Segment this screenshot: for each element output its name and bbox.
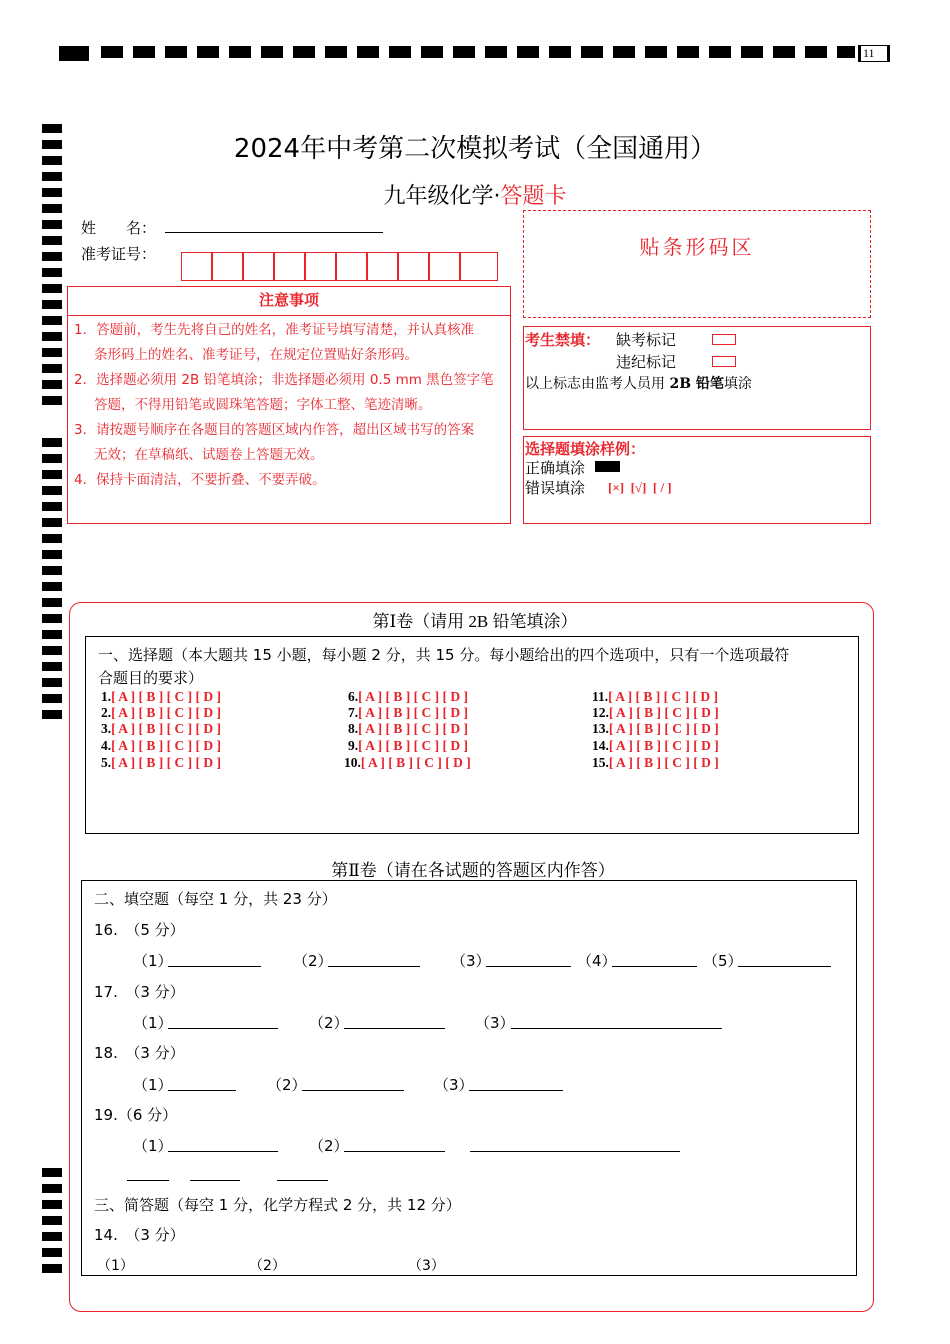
q18-label: 18. （3 分） xyxy=(94,1044,185,1062)
mc-number: 2. xyxy=(101,705,112,720)
mc-question[interactable] xyxy=(348,738,468,754)
q17-blank-3-label: （3） xyxy=(475,1014,515,1032)
part1-title: 第Ⅰ卷（请用 2B 铅笔填涂） xyxy=(372,612,578,631)
notice-item: 答题，不得用铅笔或圆珠笔答题；字体工整、笔迹清晰。 xyxy=(94,397,432,413)
mc-question[interactable] xyxy=(592,721,719,737)
q16-blank-4[interactable] xyxy=(612,966,697,967)
mc-number: 14. xyxy=(592,738,609,753)
page-title: 2024年中考第二次模拟考试（全国通用） xyxy=(233,134,717,164)
q18-blank-1[interactable] xyxy=(168,1090,236,1091)
wrong-fill-label: 错误填涂 xyxy=(525,479,586,497)
mc-options[interactable]: [ A ] [ B ] [ C ] [ D ] xyxy=(608,721,719,736)
q16-blank-1-label: （1） xyxy=(133,952,173,970)
q16-blank-4-label: （4） xyxy=(577,952,617,970)
mc-number: 7. xyxy=(348,705,359,720)
q18-blank-2[interactable] xyxy=(302,1090,404,1091)
notice-item: 1．答题前，考生先将自己的姓名，准考证号填写清楚，并认真核准 xyxy=(74,322,475,338)
q16-blank-5[interactable] xyxy=(738,966,831,967)
q17-blank-1[interactable] xyxy=(168,1028,278,1029)
mc-options[interactable]: [ A ] [ B ] [ C ] [ D ] xyxy=(111,705,221,720)
q16-blank-2-label: （2） xyxy=(293,952,333,970)
mc-number: 13. xyxy=(592,721,609,736)
barcode-label: 贴条形码区 xyxy=(639,235,755,259)
mc-number: 15. xyxy=(592,755,609,770)
forbidden-note-suffix: 填涂 xyxy=(723,376,752,392)
q19-blank-4[interactable] xyxy=(127,1180,169,1181)
forbidden-note xyxy=(525,373,752,393)
mc-number: 11. xyxy=(592,689,609,704)
fill-sample-title: 选择题填涂样例： xyxy=(525,440,646,458)
notice-item: 条形码上的姓名、准考证号，在规定位置贴好条形码。 xyxy=(94,347,418,363)
mc-question[interactable] xyxy=(344,755,471,771)
mc-question[interactable] xyxy=(592,755,719,771)
barcode-area xyxy=(523,210,871,318)
mc-number: 1. xyxy=(101,689,112,704)
mc-number: 10. xyxy=(344,755,361,770)
mc-number: 4. xyxy=(101,738,112,753)
mc-options[interactable]: [ A ] [ B ] [ C ] [ D ] xyxy=(608,705,719,720)
q14-part-1-label: （1） xyxy=(97,1258,134,1274)
subtitle-answer-card: 答题卡 xyxy=(500,184,567,209)
notice-item: 4．保持卡面清洁，不要折叠、不要弄破。 xyxy=(74,472,326,488)
q16-blank-3-label: （3） xyxy=(451,952,491,970)
q17-label: 17. （3 分） xyxy=(94,983,185,1001)
mc-options[interactable]: [ A ] [ B ] [ C ] [ D ] xyxy=(111,721,221,736)
q19-label: 19.（6 分） xyxy=(94,1106,178,1124)
notice-title-box xyxy=(67,286,511,316)
q17-blank-3[interactable] xyxy=(511,1028,722,1029)
q19-blank-1-label: （1） xyxy=(133,1137,173,1155)
q14-part-2-label: （2） xyxy=(249,1258,286,1274)
section3-heading: 三、简答题（每空 1 分，化学方程式 2 分，共 12 分） xyxy=(94,1196,461,1214)
mc-question[interactable] xyxy=(348,689,468,705)
mc-question[interactable] xyxy=(348,705,468,721)
q16-blank-1[interactable] xyxy=(168,966,261,967)
mc-number: 3. xyxy=(101,721,112,736)
exam-id-label: 准考证号： xyxy=(81,245,157,263)
mc-options[interactable]: [ A ] [ B ] [ C ] [ D ] xyxy=(111,689,221,704)
q16-blank-5-label: （5） xyxy=(703,952,743,970)
mc-options[interactable]: [ A ] [ B ] [ C ] [ D ] xyxy=(608,689,718,704)
mc-question[interactable] xyxy=(101,689,221,705)
violation-mark-label: 违纪标记 xyxy=(616,353,677,371)
q19-blank-6[interactable] xyxy=(277,1180,328,1181)
q16-label: 16. （5 分） xyxy=(94,921,185,939)
q18-blank-1-label: （1） xyxy=(133,1076,173,1094)
mc-options[interactable]: [ A ] [ B ] [ C ] [ D ] xyxy=(111,755,221,770)
mc-options[interactable]: [ A ] [ B ] [ C ] [ D ] xyxy=(358,721,468,736)
mc-number: 8. xyxy=(348,721,359,736)
mc-options[interactable]: [ A ] [ B ] [ C ] [ D ] xyxy=(608,755,719,770)
mc-number: 9. xyxy=(348,738,359,753)
mc-question[interactable] xyxy=(101,721,221,737)
wrong-fill-samples: [×] [√] [ / ] xyxy=(608,480,672,495)
mc-number: 12. xyxy=(592,705,609,720)
mc-question[interactable] xyxy=(592,738,719,754)
mc-question[interactable] xyxy=(592,689,718,705)
absent-mark-box[interactable] xyxy=(712,334,736,345)
q19-blank-2-label: （2） xyxy=(309,1137,349,1155)
notice-item: 3．请按题号顺序在各题目的答题区域内作答，超出区域书写的答案 xyxy=(74,422,475,438)
q18-blank-3-label: （3） xyxy=(434,1076,474,1094)
mc-options[interactable]: [ A ] [ B ] [ C ] [ D ] xyxy=(608,738,719,753)
part2-title: 第Ⅱ卷（请在各试题的答题区内作答） xyxy=(331,861,615,880)
absent-mark-label: 缺考标记 xyxy=(616,331,677,349)
mc-question[interactable] xyxy=(101,705,221,721)
mc-question[interactable] xyxy=(348,721,468,737)
mc-options[interactable]: [ A ] [ B ] [ C ] [ D ] xyxy=(358,689,468,704)
name-label: 姓 名： xyxy=(81,219,157,237)
correct-fill-sample xyxy=(595,461,620,472)
page-number: 11 xyxy=(861,46,887,61)
q19-blank-1[interactable] xyxy=(168,1151,278,1152)
mc-question[interactable] xyxy=(101,738,221,754)
q19-blank-5[interactable] xyxy=(190,1180,240,1181)
q17-blank-2-label: （2） xyxy=(309,1014,349,1032)
mc-heading-line: 一、选择题（本大题共 15 小题，每小题 2 分，共 15 分。每小题给出的四个选项中，只有一个选项最符 xyxy=(98,646,790,664)
q17-blank-1-label: （1） xyxy=(133,1014,173,1032)
section2-heading: 二、填空题（每空 1 分，共 23 分） xyxy=(94,890,337,908)
mc-options[interactable]: [ A ] [ B ] [ C ] [ D ] xyxy=(111,738,221,753)
q19-blank-3[interactable] xyxy=(470,1151,680,1152)
violation-mark-box[interactable] xyxy=(712,356,736,367)
mc-number: 6. xyxy=(348,689,359,704)
q14-label: 14. （3 分） xyxy=(94,1226,185,1244)
q19-blank-2[interactable] xyxy=(344,1151,445,1152)
mc-heading-line: 合题目的要求） xyxy=(98,669,204,687)
forbidden-note-prefix: 以上标志由监考人员用 xyxy=(525,376,670,392)
notice-item: 2．选择题必须用 2B 铅笔填涂；非选择题必须用 0.5 mm 黑色签字笔 xyxy=(74,372,494,388)
mc-options[interactable]: [ A ] [ B ] [ C ] [ D ] xyxy=(358,738,468,753)
mc-section-heading xyxy=(98,644,789,690)
correct-fill-label: 正确填涂 xyxy=(525,459,586,477)
subtitle-subject: 九年级化学· xyxy=(383,184,501,209)
mc-options[interactable]: [ A ] [ B ] [ C ] [ D ] xyxy=(358,705,468,720)
mc-number: 5. xyxy=(101,755,112,770)
q18-blank-2-label: （2） xyxy=(267,1076,307,1094)
mc-options[interactable]: [ A ] [ B ] [ C ] [ D ] xyxy=(360,755,471,770)
q14-part-3-label: （3） xyxy=(408,1258,445,1274)
mc-question[interactable] xyxy=(101,755,221,771)
notice-item: 无效；在草稿纸、试题卷上答题无效。 xyxy=(94,447,324,463)
q17-blank-2[interactable] xyxy=(344,1028,445,1029)
forbidden-title: 考生禁填： xyxy=(525,331,601,349)
mc-question[interactable] xyxy=(592,705,719,721)
q16-blank-3[interactable] xyxy=(486,966,571,967)
q16-blank-2[interactable] xyxy=(328,966,420,967)
page-subtitle xyxy=(0,179,950,210)
notice-title: 注意事项 xyxy=(258,291,319,309)
q18-blank-3[interactable] xyxy=(469,1090,563,1091)
name-field[interactable] xyxy=(165,232,383,233)
forbidden-note-bold: 2B 铅笔 xyxy=(669,376,724,392)
